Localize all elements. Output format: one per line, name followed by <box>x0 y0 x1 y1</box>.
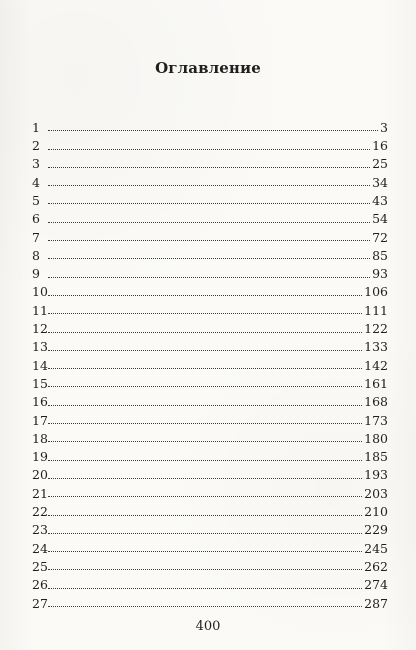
entry-page-number: 161 <box>364 375 388 391</box>
dot-leader <box>48 423 362 424</box>
entry-page-number: 173 <box>364 412 388 428</box>
chapter-number: 13 <box>32 339 48 355</box>
entry-page-number: 34 <box>372 174 388 190</box>
chapter-number: 24 <box>32 540 48 556</box>
toc-entry <box>32 555 388 573</box>
page-number: 400 <box>195 619 221 634</box>
toc-entry <box>32 573 388 591</box>
entry-page-number: 180 <box>364 430 388 446</box>
chapter-number: 23 <box>32 522 48 538</box>
chapter-number: 1 <box>32 119 40 135</box>
toc-entry <box>32 317 388 335</box>
dot-leader <box>48 405 362 406</box>
dot-leader <box>48 606 362 607</box>
chapter-number: 11 <box>32 302 48 318</box>
dot-leader <box>48 350 362 351</box>
chapter-number: 12 <box>32 321 48 337</box>
toc-entry <box>32 134 388 152</box>
entry-page-number: 43 <box>372 192 388 208</box>
entry-page-number: 16 <box>372 138 388 154</box>
dot-leader <box>48 277 370 278</box>
chapter-number: 4 <box>32 174 40 190</box>
entry-page-number: 193 <box>364 467 388 483</box>
entry-page-number: 85 <box>372 247 388 263</box>
toc-entry <box>32 171 388 189</box>
toc-entry <box>32 207 388 225</box>
chapter-number: 5 <box>32 192 40 208</box>
entry-page-number: 168 <box>364 394 388 410</box>
dot-leader <box>48 203 370 204</box>
toc-entry <box>32 226 388 244</box>
chapter-number: 7 <box>32 229 40 245</box>
entry-page-number: 133 <box>364 339 388 355</box>
toc-entry <box>32 281 388 299</box>
chapter-number: 21 <box>32 485 48 501</box>
entry-page-number: 93 <box>372 266 388 282</box>
toc-entry <box>32 427 388 445</box>
toc-entry <box>32 116 388 134</box>
toc-entry <box>32 537 388 555</box>
dot-leader <box>48 130 378 131</box>
chapter-number: 14 <box>32 357 48 373</box>
table-of-contents <box>32 116 388 610</box>
toc-entry <box>32 464 388 482</box>
dot-leader <box>48 313 362 314</box>
entry-page-number: 229 <box>364 522 388 538</box>
dot-leader <box>48 240 370 241</box>
dot-leader <box>48 222 370 223</box>
chapter-number: 17 <box>32 412 48 428</box>
chapter-number: 25 <box>32 558 48 574</box>
entry-page-number: 111 <box>364 302 388 318</box>
entry-page-number: 287 <box>364 595 388 611</box>
dot-leader <box>48 332 362 333</box>
entry-page-number: 72 <box>372 229 388 245</box>
chapter-number: 16 <box>32 394 48 410</box>
entry-page-number: 274 <box>364 577 388 593</box>
dot-leader <box>48 295 362 296</box>
chapter-number: 22 <box>32 504 48 520</box>
toc-entry <box>32 409 388 427</box>
dot-leader <box>48 551 362 552</box>
dot-leader <box>48 185 370 186</box>
entry-page-number: 54 <box>372 211 388 227</box>
dot-leader <box>48 368 362 369</box>
toc-entry <box>32 262 388 280</box>
toc-entry <box>32 299 388 317</box>
dot-leader <box>48 569 362 570</box>
entry-page-number: 142 <box>364 357 388 373</box>
dot-leader <box>48 149 370 150</box>
chapter-number: 2 <box>32 138 40 154</box>
entry-page-number: 262 <box>364 558 388 574</box>
chapter-number: 9 <box>32 266 40 282</box>
dot-leader <box>48 533 362 534</box>
toc-entry <box>32 390 388 408</box>
chapter-number: 3 <box>32 156 40 172</box>
table-of-contents-title: Оглавление <box>155 59 261 77</box>
dot-leader <box>48 167 370 168</box>
chapter-number: 27 <box>32 595 48 611</box>
chapter-number: 18 <box>32 430 48 446</box>
entry-page-number: 3 <box>380 119 388 135</box>
toc-entry <box>32 336 388 354</box>
toc-entry <box>32 592 388 610</box>
dot-leader <box>48 441 362 442</box>
entry-page-number: 25 <box>372 156 388 172</box>
toc-entry <box>32 500 388 518</box>
toc-entry <box>32 189 388 207</box>
entry-page-number: 245 <box>364 540 388 556</box>
entry-page-number: 122 <box>364 321 388 337</box>
chapter-number: 10 <box>32 284 48 300</box>
toc-entry <box>32 482 388 500</box>
entry-page-number: 203 <box>364 485 388 501</box>
dot-leader <box>48 588 362 589</box>
chapter-number: 26 <box>32 577 48 593</box>
chapter-number: 20 <box>32 467 48 483</box>
toc-entry <box>32 153 388 171</box>
chapter-number: 15 <box>32 375 48 391</box>
entry-page-number: 106 <box>364 284 388 300</box>
toc-entry <box>32 372 388 390</box>
chapter-number: 19 <box>32 449 48 465</box>
entry-page-number: 185 <box>364 449 388 465</box>
chapter-number: 6 <box>32 211 40 227</box>
toc-entry <box>32 244 388 262</box>
dot-leader <box>48 460 362 461</box>
chapter-number: 8 <box>32 247 40 263</box>
dot-leader <box>48 496 362 497</box>
entry-page-number: 210 <box>364 504 388 520</box>
dot-leader <box>48 258 370 259</box>
toc-entry <box>32 519 388 537</box>
dot-leader <box>48 478 362 479</box>
dot-leader <box>48 386 362 387</box>
dot-leader <box>48 515 362 516</box>
toc-entry <box>32 445 388 463</box>
toc-entry <box>32 354 388 372</box>
